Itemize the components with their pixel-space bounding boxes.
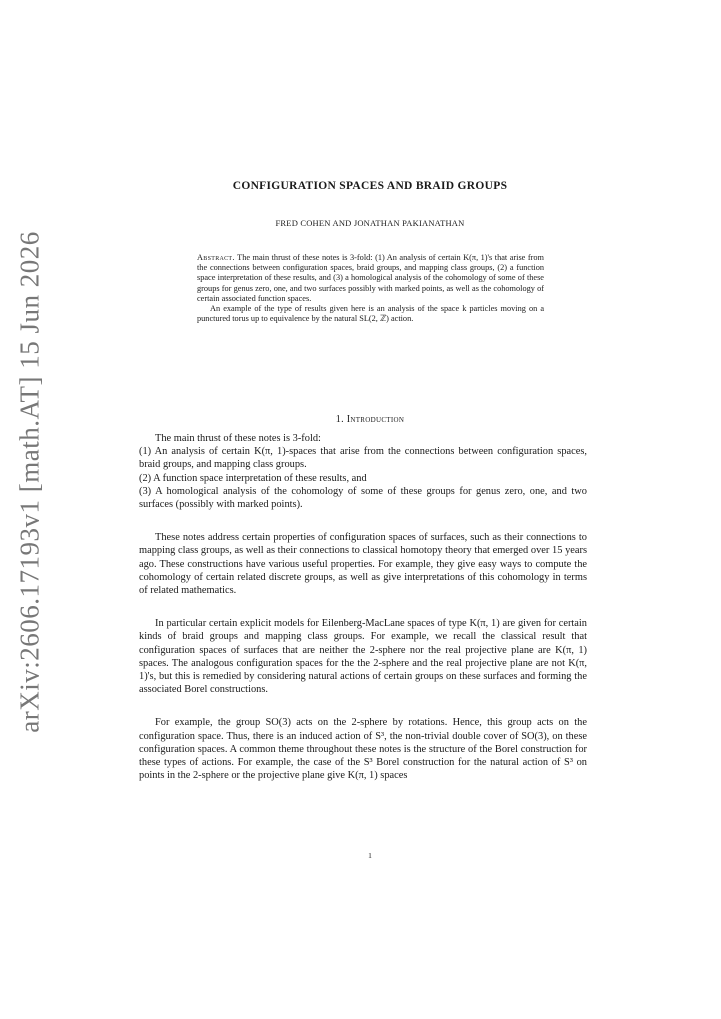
abstract-paragraph-1 — [197, 253, 544, 304]
body-text — [139, 432, 587, 782]
arxiv-id-text: arXiv:2606.17193v1 [math.AT] 15 Jun 2026 — [14, 231, 45, 733]
body-paragraph-4: For example, the group SO(3) acts on the 2-sphere by rotations. Hence, this group acts on the configuration space. Thus, there is an induced action of S³, the non-trivial double cover of SO(3), on these configuration spaces. A common theme throughout these notes is the structure of the Borel construction for these types of actions. For example, the case of the S³ Borel construction for the natural action of S³ on points in the 2-sphere or the projective plane give K(π, 1) spaces — [139, 717, 587, 782]
page-number: 1 — [368, 851, 372, 860]
abstract-text-1: The main thrust of these notes is 3-fold: (1) An analysis of certain K(π, 1)'s that arise from the connections between configuration spaces, braid groups, and mapping class groups, (2) a function space interpretation of these results, and (3) a homological analysis of the cohomology of some of these groups for genus zero, one, and two surfaces possibly with marked points, as well as the cohomology of certain associated function spaces. — [197, 253, 544, 303]
body-paragraph-3: In particular certain explicit models for Eilenberg-MacLane spaces of type K(π, 1) are given for certain kinds of braid groups and mapping class groups. For example, we recall the classical result that configuration spaces of surfaces that are neither the 2-sphere nor the real projective plane are K(π, 1) spaces. The analogous configuration spaces for the the 2-sphere and the real projective plane are not K(π, 1)'s, but this is remedied by considering natural actions of certain groups on these surfaces and forming the associated Borel constructions. — [139, 618, 587, 696]
section-heading — [152, 414, 588, 425]
body-paragraph-2: These notes address certain properties of configuration spaces of surfaces, such as their connections to mapping class groups, as well as their connections to classical homotopy theory that emerged over 15 years ago. These constructions have various useful properties. For example, they give easy ways to compute the cohomology of certain related discrete groups, as well as give interpretations of this cohomology in terms of related mathematics. — [139, 532, 587, 597]
abstract-paragraph-2: An example of the type of results given here is an analysis of the space k particles moving on a punctured torus up to equivalence by the natural SL(2, ℤ) action. — [197, 304, 544, 324]
intro-item-3: (3) A homological analysis of the cohomology of some of these groups for genus zero, one, and two surfaces (possibly with marked points). — [139, 485, 587, 511]
abstract-label: Abstract. — [197, 253, 235, 262]
section-number: 1. — [335, 414, 344, 425]
section-title: Introduction — [346, 414, 405, 425]
paper-title: CONFIGURATION SPACES AND BRAID GROUPS — [232, 180, 508, 192]
intro-item-1: (1) An analysis of certain K(π, 1)-spaces that arise from the connections between configuration spaces, braid groups, and mapping class groups. — [139, 446, 587, 471]
arxiv-identifier-stamp — [2, 231, 58, 733]
paper-authors: FRED COHEN AND JONATHAN PAKIANATHAN — [275, 218, 465, 228]
intro-item-2: (2) A function space interpretation of these results, and — [139, 472, 367, 484]
intro-line: The main thrust of these notes is 3-fold: — [155, 433, 321, 444]
abstract — [197, 253, 544, 324]
